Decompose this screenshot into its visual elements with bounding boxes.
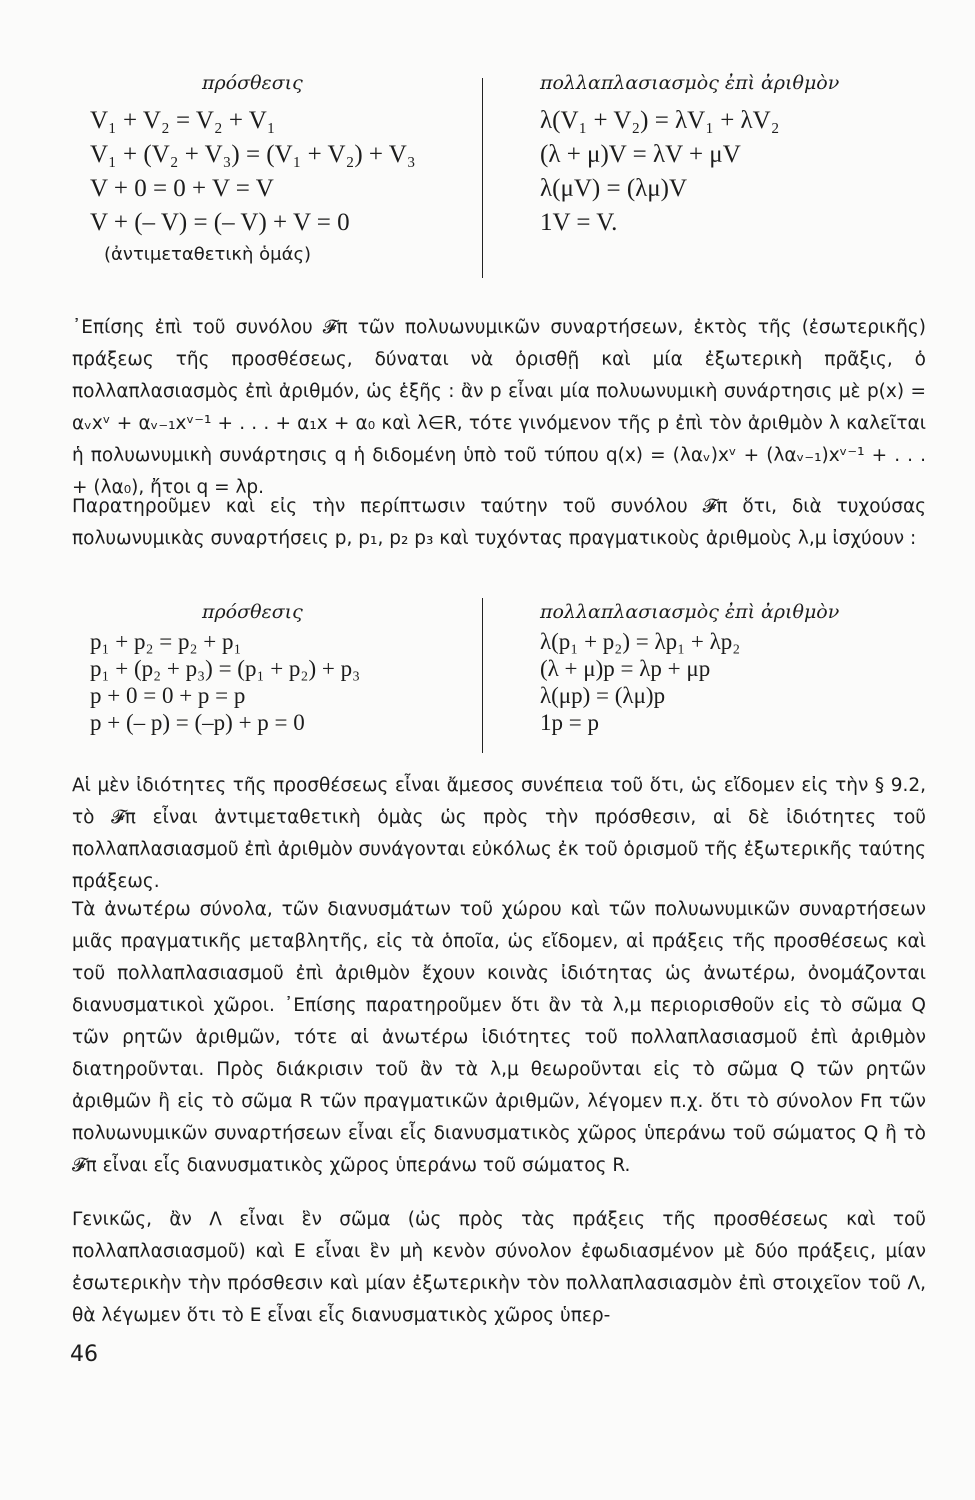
paragraph: ᾽Επίσης ἐπὶ τοῦ συνόλου 𝓕π τῶν πολυωνυμικῶν συναρτήσεων, ἐκτὸς τῆς (ἐσωτερικῆς) πράξεως τῆς προσθέσεως, δύναται νὰ ὁρισθῇ καὶ μία ἐξωτερικὴ πρᾶξις, ὁ πολλαπλασιασμὸς ἐπὶ ἀριθμόν, ὡς ἑξῆς : ἂν p εἶναι μία πολυωνυμικὴ συνάρτησις μὲ p(x) = αᵥxᵛ + αᵥ₋₁xᵛ⁻¹ + . . . + α₁x + α₀ καὶ λ∈R, τότε γινόμενον τῆς p ἐπὶ τὸν ἀριθμὸν λ καλεῖται ἡ πολυωνυμικὴ συνάρτησις q ἡ διδομένη ὑπὸ τοῦ τύπου q(x) = (λαᵥ)xᵛ + (λαᵥ₋₁)xᵛ⁻¹ + . . . + (λα₀), ἤτοι q = λp. [72, 317, 926, 498]
equation: λ(μp) = (λμ)p [540, 683, 666, 708]
paragraph: Αἱ μὲν ἰδιότητες τῆς προσθέσεως εἶναι ἄμεσος συνέπεια τοῦ ὅτι, ὡς εἴδομεν εἰς τὴν § 9.2, τὸ 𝓕π εἶναι ἀντιμεταθετικὴ ὁμὰς ὡς πρὸς τὴν πρόσθεσιν, αἱ δὲ ἰδιότητες τοῦ πολλαπλασιασμοῦ ἐπὶ ἀριθμὸν συνάγονται εὐκόλως ἐκ τοῦ ὁρισμοῦ τῆς ἐξωτερικῆς ταύτης πράξεως. [72, 775, 926, 892]
paragraph: Παρατηροῦμεν καὶ εἰς τὴν περίπτωσιν ταύτην τοῦ συνόλου 𝓕π ὅτι, διὰ τυχούσας πολυωνυμικὰς συναρτήσεις p, p₁, p₂ p₃ καὶ τυχόντας πραγματικοὺς ἀριθμοὺς λ,μ ἰσχύουν : [72, 496, 926, 549]
equation: 1p = p [540, 710, 599, 735]
addition-header: πρόσθεσις [202, 601, 303, 623]
addition-header: πρόσθεσις [202, 72, 303, 94]
equation: V₁ + (V₂ + V₃) = (V₁ + V₂) + V₃ [90, 141, 416, 168]
equation: λ(μV) = (λμ)V [540, 175, 688, 202]
equation: p₁ + (p₂ + p₃) = (p₁ + p₂) + p₃ [90, 656, 361, 681]
equation: 1V = V. [540, 209, 618, 236]
page-number: 46 [70, 1342, 98, 1367]
equation: p + 0 = 0 + p = p [90, 683, 246, 708]
equation: λ(V₁ + V₂) = λV₁ + λV₂ [540, 107, 780, 134]
paragraph: Γενικῶς, ἂν Λ εἶναι ἓν σῶμα (ὡς πρὸς τὰς πράξεις τῆς προσθέσεως καὶ τοῦ πολλαπλασιασμοῦ) καὶ Ε εἶναι ἓν μὴ κενὸν σύνολον ἐφωδιασμένον μὲ δύο πράξεις, μίαν ἐσωτερικὴν τὴν πρόσθεσιν καὶ μίαν ἐξωτερικὴν τὸν πολλαπλασιασμὸν ἐπὶ στοιχεῖον τοῦ Λ, θὰ λέγωμεν ὅτι τὸ Ε εἶναι εἷς διανυσματικὸς χῶρος ὑπερ- [72, 1209, 926, 1326]
equation: V + 0 = 0 + V = V [90, 175, 274, 202]
vector-properties-table [90, 68, 880, 293]
equation: V₁ + V₂ = V₂ + V₁ [90, 107, 276, 134]
scalar-multiplication-column [540, 68, 900, 240]
equation: (λ + μ)V = λV + μV [540, 141, 741, 168]
abelian-group-note: (ἀντιμεταθετικὴ ὁμάς) [104, 244, 312, 265]
equation: V + (– V) = (– V) + V = 0 [90, 209, 350, 236]
scalar-multiplication-header: πολλαπλασιασμὸς ἐπὶ ἀριθμὸν [540, 601, 840, 623]
column-divider [482, 78, 483, 278]
scalar-multiplication-column [540, 598, 900, 736]
polynomial-properties-table [90, 598, 880, 768]
paragraph: Τὰ ἀνωτέρω σύνολα, τῶν διανυσμάτων τοῦ χώρου καὶ τῶν πολυωνυμικῶν συναρτήσεων μιᾶς πραγματικῆς μεταβλητῆς, εἰς τὰ ὁποῖα, ὡς εἴδομεν, αἱ πράξεις τῆς προσθέσεως καὶ τοῦ πολλαπλασιασμοῦ ἐπὶ ἀριθμὸν ἔχουν κοινὰς ἰδιότητας ὡς ἀνωτέρω, ὀνομάζονται διανυσματικοὶ χῶροι. ᾽Επίσης παρατηροῦμεν ὅτι ἂν τὰ λ,μ περιορισθοῦν εἰς τὸ σῶμα Q τῶν ρητῶν ἀριθμῶν, τότε αἱ ἀνωτέρω ἰδιότητες τοῦ πολλαπλασιασμοῦ ἐπὶ ἀριθμὸν διατηροῦνται. Πρὸς διάκρισιν τοῦ ἂν τὰ λ,μ θεωροῦνται εἰς τὸ σῶμα Q τῶν ρητῶν ἀριθμῶν ἢ εἰς τὸ σῶμα R τῶν πραγματικῶν ἀριθμῶν, λέγομεν π.χ. ὅτι τὸ σύνολον Fπ τῶν πολυωνυμικῶν συναρτήσεων εἶναι εἷς διανυσματικὸς χῶρος ὑπεράνω τοῦ σώματος Q ἢ τὸ 𝓕π εἶναι εἷς διανυσματικὸς χῶρος ὑπεράνω τοῦ σώματος R. [72, 899, 926, 1176]
equation: λ(p₁ + p₂) = λp₁ + λp₂ [540, 629, 741, 654]
scalar-multiplication-header: πολλαπλασιασμὸς ἐπὶ ἀριθμὸν [540, 72, 840, 94]
addition-column [90, 68, 470, 270]
addition-column [90, 598, 470, 736]
equation: (λ + μ)p = λp + μp [540, 656, 711, 681]
equation: p + (– p) = (–p) + p = 0 [90, 710, 305, 735]
equation: p₁ + p₂ = p₂ + p₁ [90, 629, 242, 654]
column-divider [482, 598, 483, 753]
